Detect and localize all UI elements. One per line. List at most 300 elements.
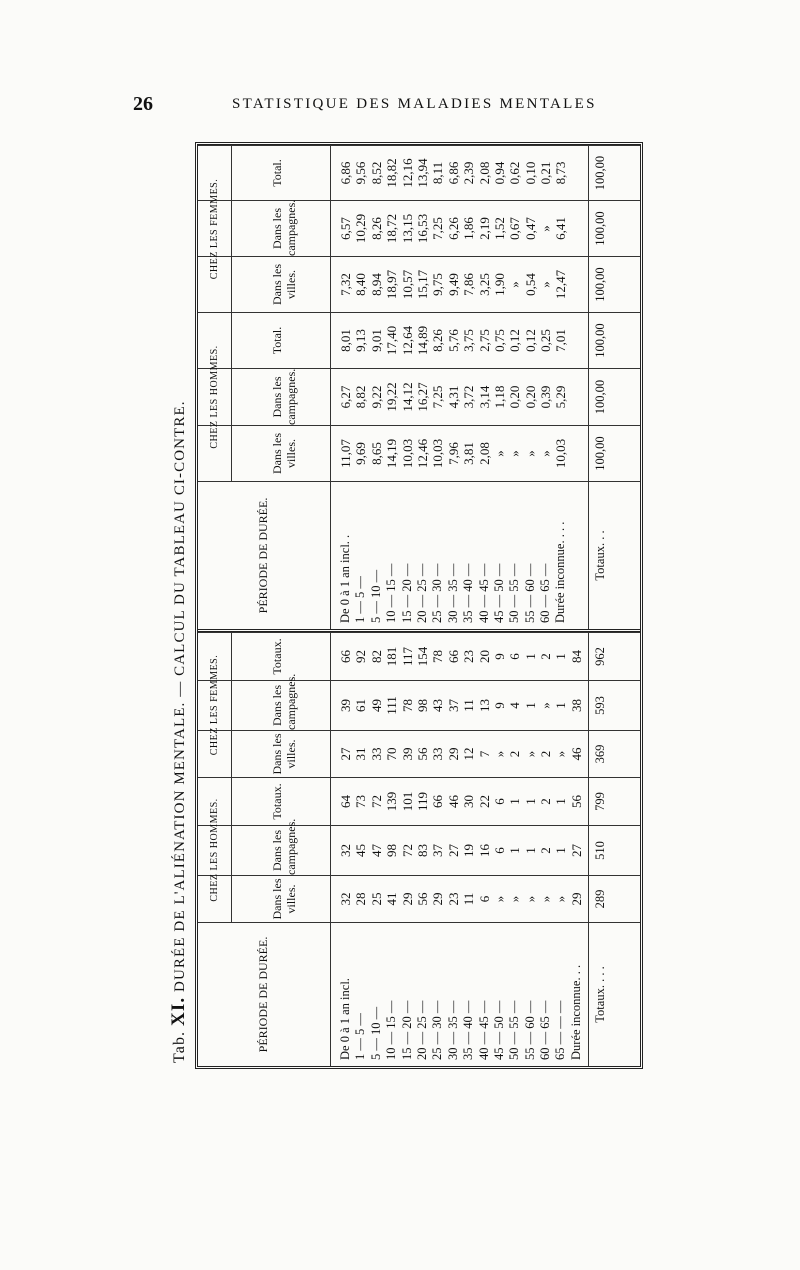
table-cell: De 0 à 1 an incl. <box>338 978 352 1060</box>
women-villes-column <box>198 256 640 312</box>
table-cell: 119 <box>414 791 430 812</box>
table-cell: 61 <box>353 699 369 712</box>
table-cell: 18,72 <box>384 213 400 244</box>
table-cell: 27 <box>338 747 353 761</box>
table-cell: 8,82 <box>353 385 369 409</box>
column-cells <box>338 201 584 256</box>
table-cell: 16,27 <box>414 382 430 412</box>
table-cell: 7 <box>476 750 492 758</box>
table-cell: 0,67 <box>507 217 523 240</box>
table-cell: 15 — 20 — <box>399 563 414 623</box>
total-cell: 799 <box>593 792 607 811</box>
table-cell: 1 <box>553 653 569 660</box>
table-cell: » <box>553 750 569 758</box>
totals-rule <box>588 731 589 777</box>
total-cell: 100,00 <box>593 379 607 415</box>
header-rule <box>330 633 331 680</box>
table-cell: 22 <box>476 795 492 808</box>
men-villes-column <box>198 425 640 481</box>
table-cell: 9,56 <box>353 161 369 185</box>
percentage-table <box>198 145 640 629</box>
table-cell: » <box>507 895 523 903</box>
table-cell: 6,27 <box>338 385 353 409</box>
totals-rule <box>588 923 589 1066</box>
column-cells <box>338 923 584 1066</box>
column-cells <box>338 826 584 875</box>
total-cell: 962 <box>593 647 607 666</box>
total-cell: 100,00 <box>593 323 607 358</box>
table-cell: 6,26 <box>445 217 461 240</box>
header-rule <box>330 426 331 481</box>
table-cell: 9,22 <box>368 385 384 409</box>
table-cell: 43 <box>430 699 446 712</box>
table-cell: 37 <box>445 699 461 712</box>
table-cell: 7,86 <box>461 273 477 296</box>
total-cell: 510 <box>593 841 607 860</box>
table-cell: » <box>538 281 554 288</box>
table-cell: 3,25 <box>476 273 492 296</box>
table-cell: 13 <box>476 699 492 712</box>
table-cell: 3,14 <box>476 385 492 409</box>
table-cell: 2 <box>538 750 554 758</box>
table-cell: 1 <box>522 653 538 660</box>
table-cell: 65 — — — <box>553 1000 568 1060</box>
table-cell: 6 <box>476 895 492 903</box>
total-cell: 289 <box>593 889 607 909</box>
column-cells <box>338 731 584 777</box>
column-header: Dans les villes. <box>270 433 298 474</box>
table-cell: 11,07 <box>338 439 353 468</box>
table-cell: 56 <box>414 747 430 761</box>
table-cell: » <box>538 450 554 457</box>
table-cell: 28 <box>353 892 369 906</box>
table-cell: 39 <box>399 747 415 761</box>
table-cell: 50 — 55 — <box>507 1000 522 1060</box>
table-cell: 0,12 <box>507 329 523 352</box>
table-cell: 6 <box>491 798 507 805</box>
table-cell: 64 <box>338 795 353 808</box>
table-cell: 20 — 25 — <box>414 563 429 623</box>
table-cell: 1 <box>522 798 538 805</box>
table-cell: 6 <box>507 653 523 660</box>
table-cell: 11 <box>461 699 477 712</box>
table-cell: 66 <box>445 650 461 663</box>
column-header: Totaux. <box>270 783 284 820</box>
table-cell: 41 <box>384 892 400 906</box>
column-cells <box>338 681 584 730</box>
table-cell: 45 — 50 — <box>491 563 506 623</box>
table-cell: 8,40 <box>353 273 369 296</box>
table-cell: 1,86 <box>461 217 477 240</box>
table-cell: 45 — 50 — <box>491 1000 506 1060</box>
total-cell: 369 <box>593 744 607 764</box>
table-cell: 8,26 <box>368 217 384 240</box>
table-cell: 10,03 <box>553 438 569 469</box>
table-cell: 8,52 <box>368 161 384 185</box>
period-column <box>198 481 640 629</box>
table-cell: 4,31 <box>445 385 461 409</box>
table-cell: » <box>491 450 507 457</box>
table-cell: 19,22 <box>384 382 400 412</box>
table-cell: 25 — 30 — <box>430 563 445 623</box>
totals-rule <box>588 313 589 368</box>
group-header-men: CHEZ LES HOMMES. <box>198 312 232 481</box>
table-cell: 7,25 <box>430 217 446 240</box>
header-rule <box>330 313 331 368</box>
group-header-men: CHEZ LES HOMMES. <box>198 777 232 922</box>
column-header: Dans les campagnes. <box>270 199 298 256</box>
table-cell: 8,94 <box>368 273 384 296</box>
table-cell: 47 <box>368 844 384 857</box>
column-header: Dans les villes. <box>270 264 298 305</box>
table-cell: » <box>553 895 569 903</box>
table-cell: » <box>507 450 523 457</box>
table-cell: 70 <box>384 747 400 761</box>
table-title <box>168 123 190 1063</box>
table-cell: 9 <box>491 702 507 709</box>
totals-rule <box>588 146 589 200</box>
table-cell: De 0 à 1 an incl. . <box>338 534 352 623</box>
table-cell: 111 <box>384 696 400 715</box>
table-cell: 7,25 <box>430 385 446 409</box>
table-cell: 5,29 <box>553 385 569 409</box>
column-cells <box>338 876 584 922</box>
table-cell: 5 — 10 — <box>368 1006 383 1060</box>
table-cell: 12,47 <box>553 269 569 300</box>
table-cell: 6,86 <box>445 161 461 185</box>
table-cell: 2 <box>507 750 523 758</box>
table-cell: 0,94 <box>491 161 507 185</box>
table-cell: 20 — 25 — <box>414 1000 429 1060</box>
table-cell: 0,20 <box>507 385 523 409</box>
column-cells <box>338 257 584 312</box>
table-cell: 1 — 5 — <box>353 1013 368 1060</box>
table-cell: 19 <box>461 844 477 857</box>
women-campagnes-column <box>198 200 640 256</box>
men-campagnes-column <box>198 368 640 425</box>
group-header-women: CHEZ LES FEMMES. <box>198 145 232 312</box>
table-cell: 35 — 40 — <box>461 563 476 623</box>
header-rule <box>330 923 331 1066</box>
table-cell: 33 <box>368 747 384 761</box>
column-header: Total. <box>270 159 284 187</box>
table-cell: 40 — 45 — <box>476 1000 491 1060</box>
table-cell: 12 <box>461 747 477 761</box>
table-cell: 2 <box>538 653 554 660</box>
column-cells <box>338 369 584 425</box>
table-cell: 1 <box>553 847 569 854</box>
table-cell: 14,12 <box>399 382 415 412</box>
table-cell: 60 — 65 — <box>538 1000 553 1060</box>
column-cells <box>338 313 584 368</box>
table-cell: 12,46 <box>414 438 430 469</box>
table-cell: 7,01 <box>553 329 569 352</box>
table-cell: 9,69 <box>353 442 369 465</box>
table-cell: 32 <box>338 892 353 906</box>
table-cell: 98 <box>414 699 430 712</box>
table-cell: 8,65 <box>368 442 384 465</box>
table-cell: 0,25 <box>538 329 554 352</box>
totals-label: Totaux. . . <box>593 530 607 581</box>
table-cell: » <box>522 895 538 903</box>
table-cell: 73 <box>353 795 369 808</box>
table-cell: 2,08 <box>476 161 492 185</box>
table-cell: 49 <box>368 699 384 712</box>
table-cell: 7,96 <box>445 442 461 465</box>
table-cell: 2,19 <box>476 217 492 240</box>
table-cell: 0,21 <box>538 161 554 185</box>
header-rule <box>330 201 331 256</box>
table-cell: » <box>491 750 507 758</box>
column-header: Dans les campagnes. <box>270 673 298 730</box>
table-cell: 0,47 <box>522 217 538 240</box>
table-cell: 0,12 <box>522 329 538 352</box>
header-rule <box>330 369 331 425</box>
totals-rule <box>588 201 589 256</box>
table-title-text: DURÉE DE L'ALIÉNATION MENTALE. — CALCUL DU TABLEAU CI-CONTRE. <box>172 400 188 992</box>
table-cell: 0,39 <box>538 385 554 409</box>
totals-rule <box>588 633 589 680</box>
table-cell: 14,89 <box>414 325 430 356</box>
table-cell: 2,75 <box>476 329 492 352</box>
column-header: PÉRIODE DE DURÉE. <box>256 497 270 614</box>
table-cell: » <box>507 281 523 288</box>
totals-rule <box>588 876 589 922</box>
totals-rule <box>588 369 589 425</box>
table-cell: 9,01 <box>368 329 384 352</box>
men-villes-column <box>198 875 640 922</box>
table-cell: 84 <box>568 650 584 663</box>
table-cell: 7,32 <box>338 273 353 296</box>
women-villes-column <box>198 730 640 777</box>
group-header-women: CHEZ LES FEMMES. <box>198 632 232 777</box>
header-rule <box>330 482 331 629</box>
men-total-column <box>198 777 640 825</box>
table-cell: 101 <box>399 791 415 812</box>
table-cell: 40 — 45 — <box>476 563 491 623</box>
table-cell: 12,64 <box>399 325 415 356</box>
table-cell: 18,82 <box>384 158 400 188</box>
header-rule <box>330 876 331 922</box>
table-cell: » <box>491 895 507 903</box>
table-cell: 8,73 <box>553 161 569 185</box>
table-cell: 1 <box>507 847 523 854</box>
table-cell: 1 <box>553 702 569 709</box>
table-cell: 13,94 <box>414 158 430 188</box>
table-cell: 3,75 <box>461 329 477 352</box>
total-cell: 593 <box>593 696 607 715</box>
column-header: Totaux. <box>270 638 284 675</box>
statistics-table <box>195 142 643 1069</box>
table-cell: 27 <box>568 844 584 857</box>
table-cell: » <box>538 895 554 903</box>
table-cell: 32 <box>338 844 353 857</box>
table-cell: 154 <box>414 646 430 667</box>
table-cell: 78 <box>430 650 446 663</box>
table-cell: 20 <box>476 650 492 663</box>
table-cell: 14,19 <box>384 438 400 469</box>
table-cell: 0,10 <box>522 161 538 185</box>
table-cell: 6,57 <box>338 217 353 240</box>
table-cell: 46 <box>445 795 461 808</box>
column-cells <box>338 778 584 825</box>
women-total-column <box>198 145 640 200</box>
table-cell: 9,13 <box>353 329 369 352</box>
table-cell: 27 <box>445 844 461 857</box>
column-header: Dans les villes. <box>270 878 298 920</box>
table-cell: 17,40 <box>384 325 400 356</box>
table-cell: 38 <box>568 699 584 712</box>
table-cell: 10 — 15 — <box>384 1000 399 1060</box>
table-cell: 56 <box>568 795 584 808</box>
column-cells <box>338 482 584 629</box>
table-cell: 72 <box>368 795 384 808</box>
table-cell: 31 <box>353 747 369 761</box>
table-cell: 29 <box>430 892 446 906</box>
table-cell: 30 <box>461 795 477 808</box>
table-cell: 37 <box>430 844 446 857</box>
table-cell: 6,86 <box>338 161 353 185</box>
table-cell: 10 — 15 — <box>384 563 399 623</box>
table-cell: 1 <box>522 847 538 854</box>
table-cell: 30 — 35 — <box>445 563 460 623</box>
absolute-counts-table <box>198 629 640 1066</box>
header-rule <box>330 681 331 730</box>
table-cell: 10,03 <box>399 438 415 469</box>
table-cell: 2,39 <box>461 161 477 185</box>
table-cell: 29 <box>568 892 584 906</box>
period-column <box>198 922 640 1066</box>
header-rule <box>330 257 331 312</box>
column-header: Dans les campagnes. <box>270 818 298 875</box>
table-cell: 181 <box>384 646 400 667</box>
table-cell: 10,03 <box>430 438 446 469</box>
table-cell: 3,72 <box>461 385 477 409</box>
table-cell: 16 <box>476 844 492 857</box>
table-cell: 6,41 <box>553 217 569 240</box>
column-header: PÉRIODE DE DURÉE. <box>256 936 270 1053</box>
table-cell: 0,75 <box>491 329 507 352</box>
table-cell: 9 <box>491 653 507 660</box>
header-rule <box>330 826 331 875</box>
table-cell: 25 <box>368 892 384 906</box>
table-cell: 9,75 <box>430 273 446 296</box>
table-cell: 10,57 <box>399 269 415 300</box>
table-cell: 4 <box>507 702 523 709</box>
totals-rule <box>588 826 589 875</box>
total-cell: 100,00 <box>593 211 607 246</box>
table-cell: 13,15 <box>399 213 415 244</box>
table-cell: 1 — 5 — <box>353 576 368 623</box>
table-cell: 8,11 <box>430 161 446 185</box>
column-cells <box>338 146 584 200</box>
total-cell: 100,00 <box>593 267 607 302</box>
table-cell: 2 <box>538 798 554 805</box>
table-cell: 12,16 <box>399 158 415 188</box>
table-cell: 1,18 <box>491 385 507 409</box>
table-cell: » <box>538 702 554 709</box>
table-cell: 1 <box>522 702 538 709</box>
table-cell: 92 <box>353 650 369 663</box>
column-header: Total. <box>270 326 284 355</box>
table-cell: 56 <box>414 892 430 906</box>
table-cell: 30 — 35 — <box>445 1000 460 1060</box>
totals-rule <box>588 426 589 481</box>
totals-rule <box>588 681 589 730</box>
table-cell: » <box>538 225 554 232</box>
table-cell: 35 — 40 — <box>461 1000 476 1060</box>
header-rule <box>330 778 331 825</box>
table-cell: 8,01 <box>338 329 353 352</box>
table-cell: 23 <box>461 650 477 663</box>
table-cell: 1 <box>553 798 569 805</box>
table-cell: 55 — 60 — <box>522 563 537 623</box>
table-cell: 2 <box>538 847 554 854</box>
table-cell: 72 <box>399 844 415 857</box>
table-cell: 83 <box>414 844 430 857</box>
table-cell: 60 — 65 — <box>538 563 553 623</box>
table-cell: 15 — 20 — <box>399 1000 414 1060</box>
table-title-number: XI. <box>168 996 189 1026</box>
table-cell: 16,53 <box>414 213 430 244</box>
header-rule <box>330 731 331 777</box>
table-cell: 1,90 <box>491 273 507 296</box>
table-cell: 117 <box>399 646 415 667</box>
table-cell: Durée inconnue. . . <box>568 964 583 1060</box>
table-cell: » <box>522 750 538 758</box>
table-cell: 8,26 <box>430 329 446 352</box>
table-cell: 0,62 <box>507 161 523 185</box>
totals-rule <box>588 778 589 825</box>
table-cell: 50 — 55 — <box>507 563 522 623</box>
table-cell: 25 — 30 — <box>430 1000 445 1060</box>
table-cell: 3,81 <box>461 442 477 465</box>
table-cell: 5 — 10 — <box>368 569 383 623</box>
table-cell: 0,20 <box>522 385 538 409</box>
table-title-tab: Tab. <box>171 1030 188 1063</box>
column-header: Dans les villes. <box>270 733 298 775</box>
table-cell: 139 <box>384 791 400 812</box>
header-rule <box>330 146 331 200</box>
column-cells <box>338 633 584 680</box>
column-header: Dans les campagnes. <box>270 368 298 425</box>
table-cell: 33 <box>430 747 446 761</box>
table-cell: 82 <box>368 650 384 663</box>
table-cell: » <box>522 450 538 457</box>
table-cell: 9,49 <box>445 273 461 296</box>
table-cell: 1,52 <box>491 217 507 240</box>
table-cell: 29 <box>445 747 461 761</box>
table-cell: 11 <box>461 892 477 906</box>
table-cell: 2,08 <box>476 442 492 465</box>
table-cell: 66 <box>430 795 446 808</box>
table-cell: 46 <box>568 747 584 761</box>
table-cell: 98 <box>384 844 400 857</box>
totals-label: Totaux. . . . <box>593 966 607 1023</box>
column-cells <box>338 426 584 481</box>
table-cell: 45 <box>353 844 369 857</box>
totals-rule <box>588 482 589 629</box>
women-total-column <box>198 632 640 680</box>
running-head: STATISTIQUE DES MALADIES MENTALES <box>232 96 597 112</box>
table-cell: 66 <box>338 650 353 663</box>
table-cell: 0,54 <box>522 273 538 296</box>
table-cell: 6 <box>491 847 507 854</box>
table-cell: 10,29 <box>353 213 369 244</box>
men-total-column <box>198 312 640 368</box>
table-cell: 15,17 <box>414 269 430 300</box>
total-cell: 100,00 <box>593 155 607 191</box>
